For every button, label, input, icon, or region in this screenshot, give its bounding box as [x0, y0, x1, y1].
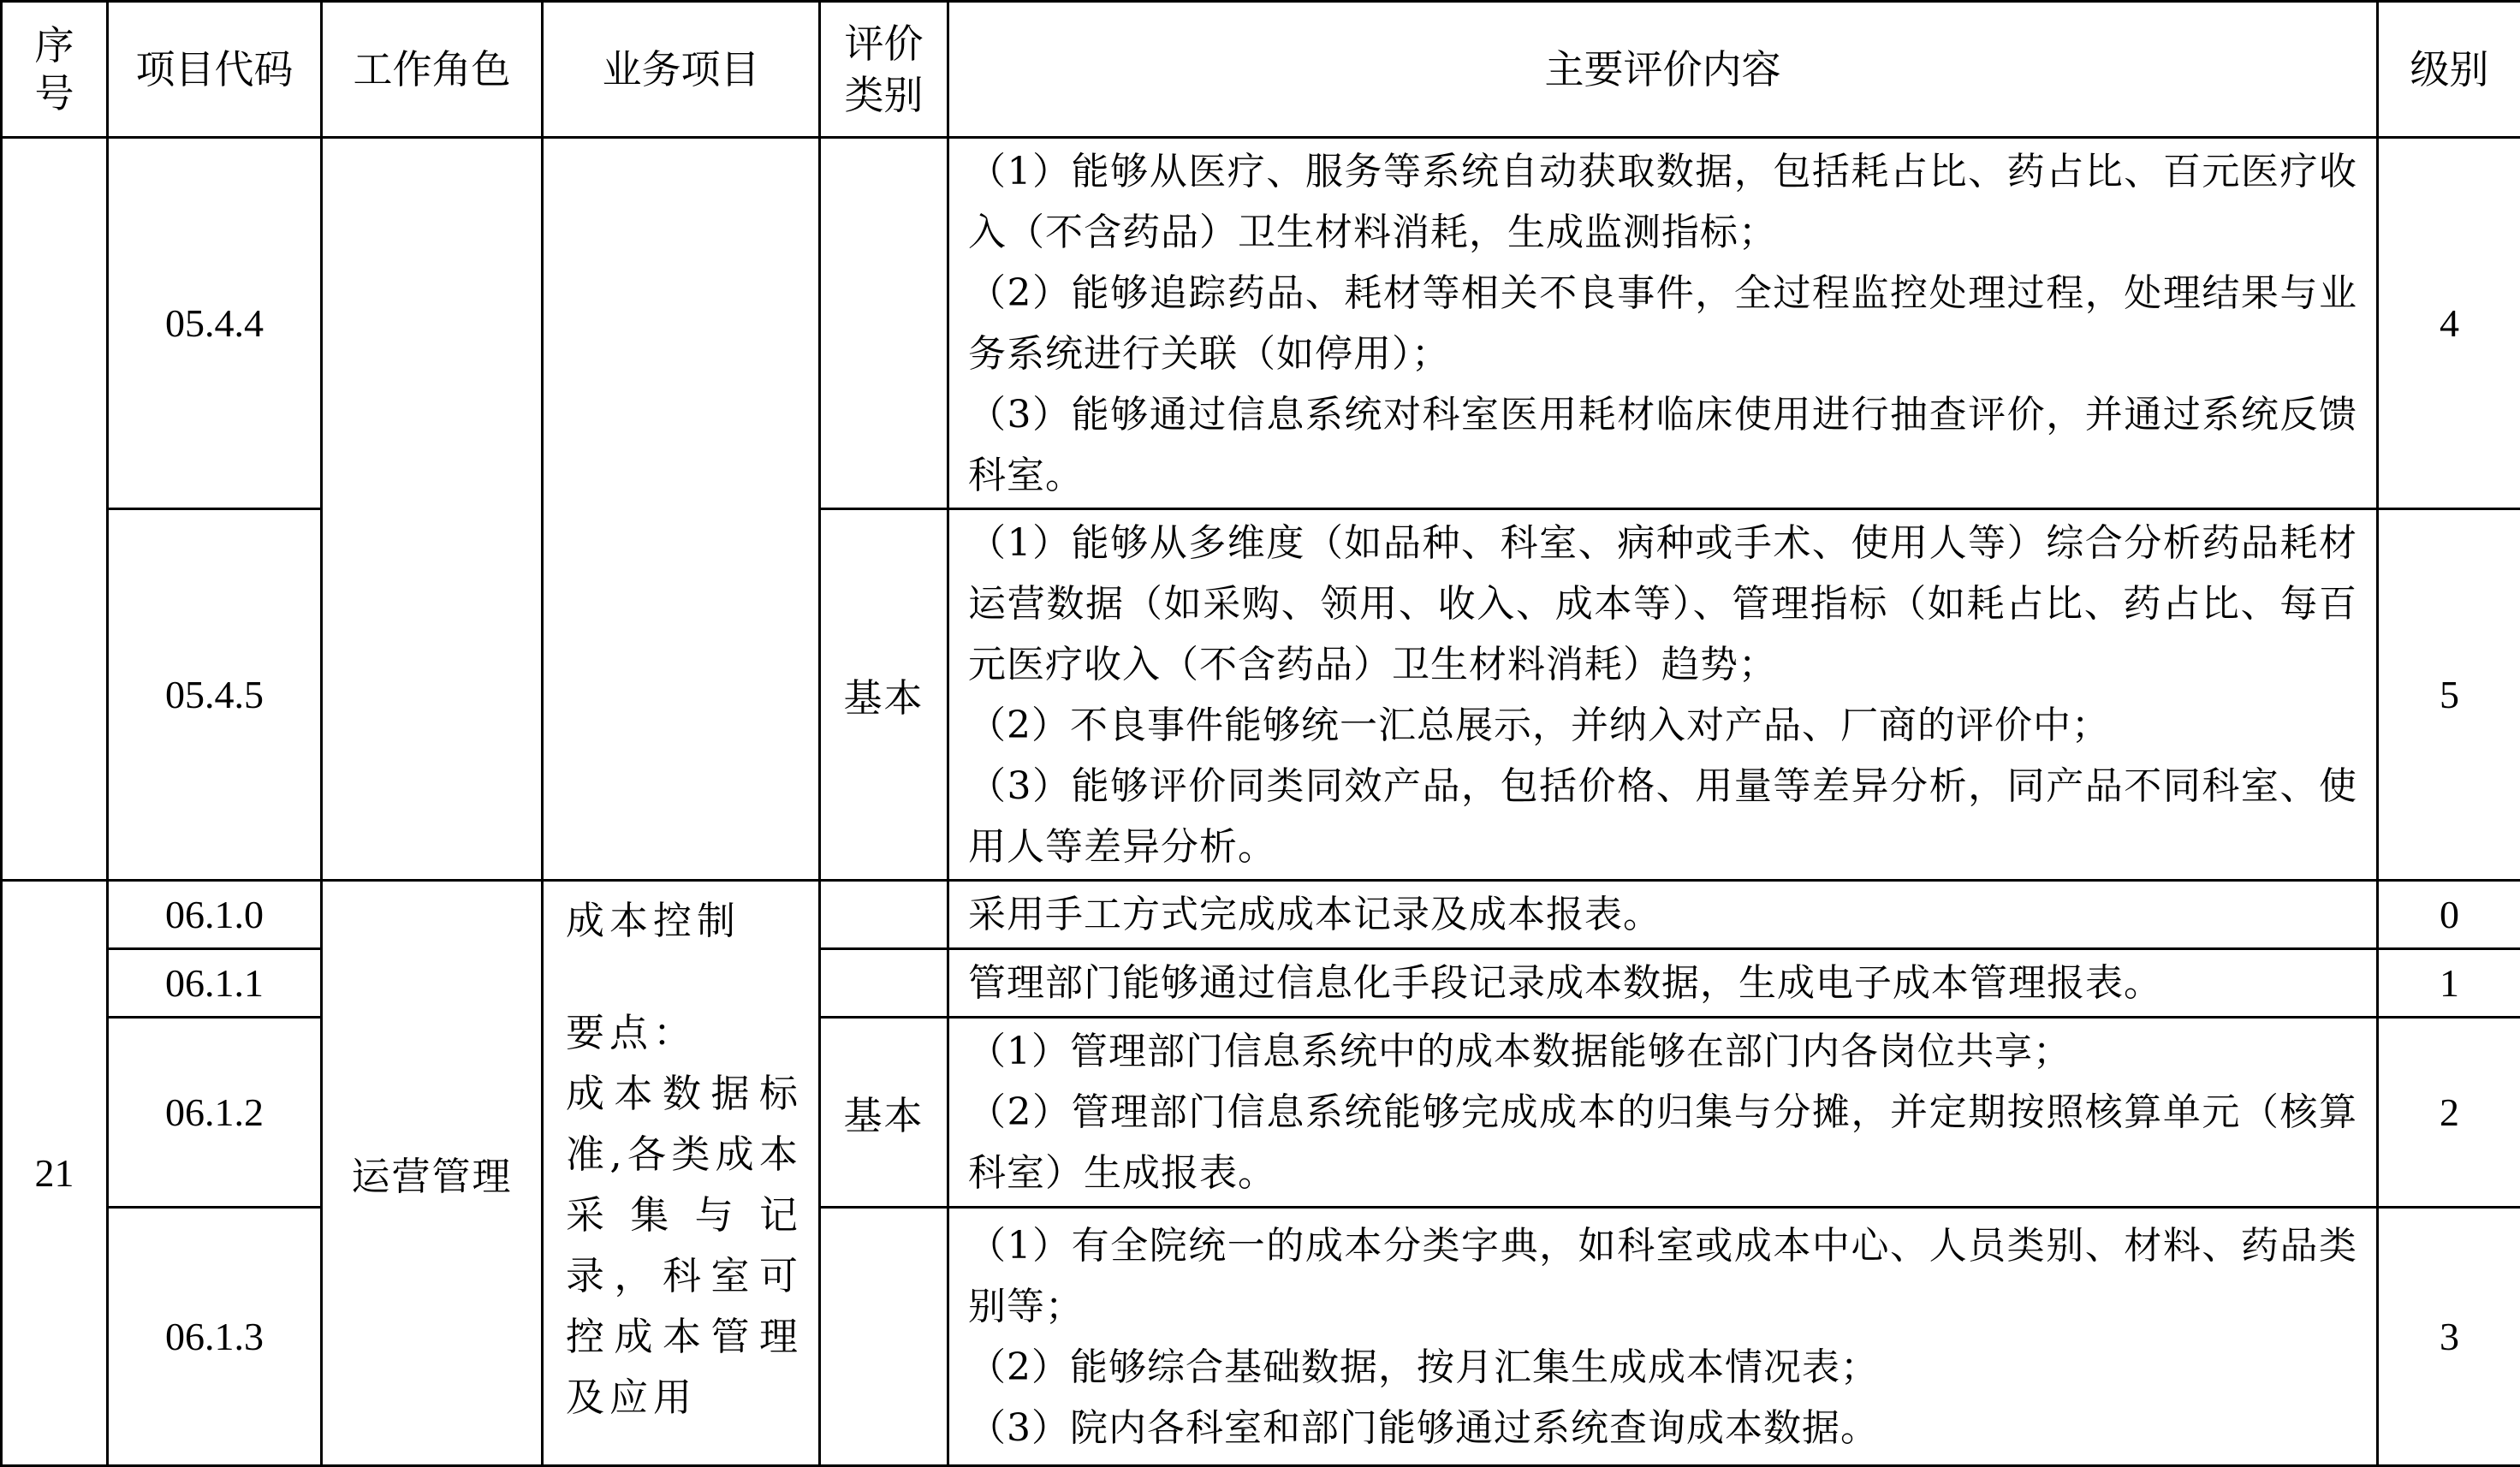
content-line: （2）管理部门信息系统能够完成成本的归集与分摊，并定期按照核算单元（核算科室）生成报表。: [968, 1082, 2357, 1203]
content-line: （1）能够从多维度（如品种、科室、病种或手术、使用人等）综合分析药品耗材运营数据（如采购、领用、收入、成本等）、管理指标（如耗占比、药占比、每百元医疗收入（不含药品）卫生材料消耗）趋势；: [968, 513, 2357, 695]
business-cell-empty: [543, 138, 820, 881]
category-cell: 基本: [820, 1018, 948, 1208]
business-cell: [543, 881, 820, 1466]
category-cell: [820, 1208, 948, 1466]
category-cell: [820, 138, 948, 509]
level-cell: 0: [2378, 881, 2520, 949]
code-cell: 05.4.5: [108, 509, 322, 881]
content-line: （2）不良事件能够统一汇总展示，并纳入对产品、厂商的评价中；: [968, 695, 2357, 756]
header-level: 级别: [2378, 2, 2520, 138]
code-cell: 06.1.1: [108, 949, 322, 1018]
level-cell: 1: [2378, 949, 2520, 1018]
table-row: [2, 881, 2520, 949]
content-line: （2）能够综合基础数据，按月汇集生成成本情况表；: [968, 1337, 2357, 1398]
level-cell: 3: [2378, 1208, 2520, 1466]
content-cell: [948, 509, 2378, 881]
header-seq: 序号: [2, 2, 108, 138]
content-line: （3）院内各科室和部门能够通过系统查询成本数据。: [968, 1398, 2357, 1458]
level-cell: 4: [2378, 138, 2520, 509]
content-cell: [948, 138, 2378, 509]
category-cell: 基本: [820, 509, 948, 881]
content-cell: [948, 881, 2378, 949]
code-cell: 06.1.2: [108, 1018, 322, 1208]
code-cell: 06.1.0: [108, 881, 322, 949]
seq-cell: 21: [2, 881, 108, 1466]
level-cell: 5: [2378, 509, 2520, 881]
content-cell: [948, 949, 2378, 1018]
content-line: （1）管理部门信息系统中的成本数据能够在部门内各岗位共享；: [968, 1021, 2357, 1082]
business-points: 成本数据标准,各类成本采集与记录，科室可控成本管理及应用: [566, 1063, 803, 1428]
header-business: 业务项目: [543, 2, 820, 138]
business-title: 成本控制: [566, 890, 803, 951]
level-cell: 2: [2378, 1018, 2520, 1208]
header-row: [2, 2, 2520, 138]
header-category: 评价类别: [820, 2, 948, 138]
content-line: 采用手工方式完成成本记录及成本报表。: [968, 884, 2357, 945]
header-role: 工作角色: [322, 2, 543, 138]
header-code: 项目代码: [108, 2, 322, 138]
code-cell: 05.4.4: [108, 138, 322, 509]
table-row: [2, 138, 2520, 509]
business-points-label: 要点：: [566, 1002, 803, 1063]
content-line: 管理部门能够通过信息化手段记录成本数据，生成电子成本管理报表。: [968, 953, 2357, 1013]
content-line: （1）能够从医疗、服务等系统自动获取数据，包括耗占比、药占比、百元医疗收入（不含药品）卫生材料消耗，生成监测指标；: [968, 141, 2357, 263]
content-cell: [948, 1018, 2378, 1208]
code-cell: 06.1.3: [108, 1208, 322, 1466]
role-cell-empty: [322, 138, 543, 881]
content-cell: [948, 1208, 2378, 1466]
content-line: （1）有全院统一的成本分类字典，如科室或成本中心、人员类别、材料、药品类别等；: [968, 1215, 2357, 1337]
category-cell: [820, 949, 948, 1018]
content-line: （2）能够追踪药品、耗材等相关不良事件，全过程监控处理过程，处理结果与业务系统进行关联（如停用）；: [968, 263, 2357, 384]
category-cell: [820, 881, 948, 949]
content-line: （3）能够通过信息系统对科室医用耗材临床使用进行抽查评价，并通过系统反馈科室。: [968, 384, 2357, 506]
seq-cell-empty: [2, 138, 108, 881]
role-cell: 运营管理: [322, 881, 543, 1466]
header-content: 主要评价内容: [948, 2, 2378, 138]
content-line: （3）能够评价同类同效产品，包括价格、用量等差异分析，同产品不同科室、使用人等差异分析。: [968, 756, 2357, 877]
